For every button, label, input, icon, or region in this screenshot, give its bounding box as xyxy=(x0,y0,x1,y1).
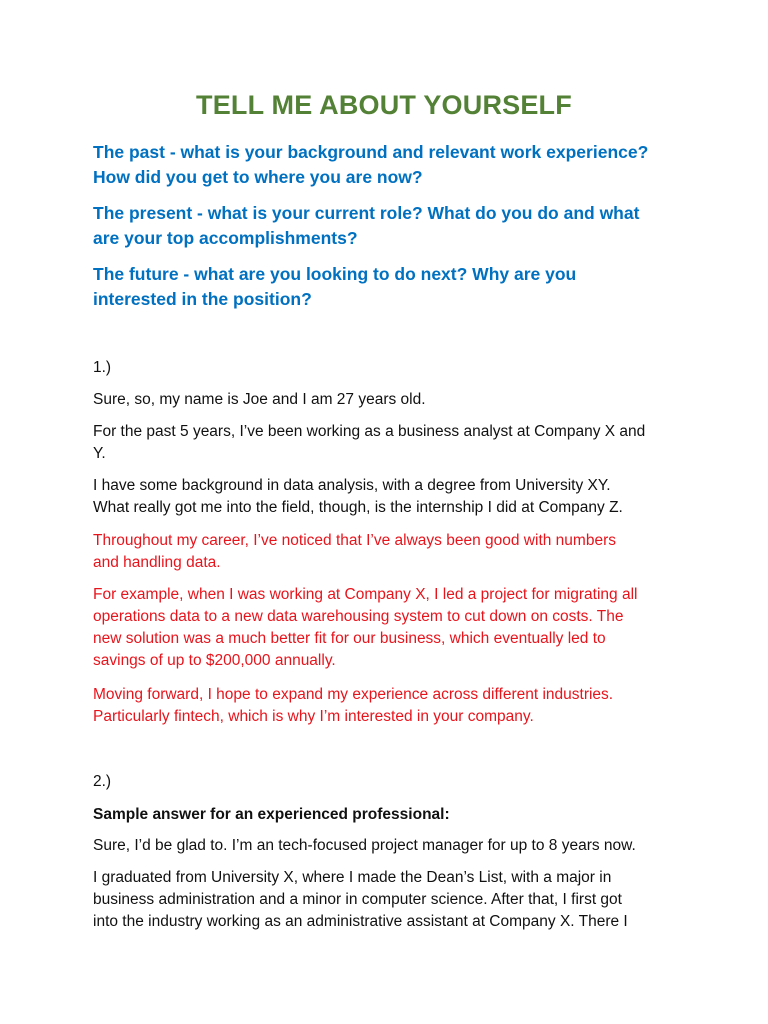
page-title: TELL ME ABOUT YOURSELF xyxy=(196,90,572,120)
answer-1-intro: Sure, so, my name is Joe and I am 27 years old. xyxy=(93,391,426,408)
answer-1-example-line-1: For example, when I was working at Company X, I led a project for migrating all xyxy=(93,586,638,603)
prompt-future-line-1: The future - what are you looking to do next? Why are you xyxy=(93,264,577,284)
answer-1-career-line-2: and handling data. xyxy=(93,554,221,571)
answer-2-grad-line-3: into the industry working as an administrative assistant at Company X. There I xyxy=(93,913,628,930)
answer-1-past-line-1: For the past 5 years, I’ve been working as a business analyst at Company X and xyxy=(93,423,646,440)
answer-1-example-line-2: operations data to a new data warehousing system to cut down on costs. The xyxy=(93,608,624,625)
answer-1-number: 1.) xyxy=(93,359,112,376)
answer-2-grad-line-2: business administration and a minor in computer science. After that, I first got xyxy=(93,891,622,908)
prompt-present-line-2: are your top accomplishments? xyxy=(93,228,358,248)
answer-1-example-line-3: new solution was a much better fit for our business, which eventually led to xyxy=(93,630,606,647)
answer-2-intro: Sure, I’d be glad to. I’m an tech-focused project manager for up to 8 years now. xyxy=(93,837,636,854)
answer-1-forward-line-2: Particularly fintech, which is why I’m interested in your company. xyxy=(93,708,534,725)
prompt-future-line-2: interested in the position? xyxy=(93,289,312,309)
answer-1-background-line-2: What really got me into the field, though, is the internship I did at Company Z. xyxy=(93,499,623,516)
answer-1-background-line-1: I have some background in data analysis, with a degree from University XY. xyxy=(93,477,611,494)
prompt-past-line-1: The past - what is your background and relevant work experience? xyxy=(93,142,649,162)
answer-1-forward-line-1: Moving forward, I hope to expand my experience across different industries. xyxy=(93,686,614,703)
answer-2-number: 2.) xyxy=(93,773,112,790)
answer-2-heading: Sample answer for an experienced professional: xyxy=(93,806,450,823)
answer-1-career-line-1: Throughout my career, I’ve noticed that I’ve always been good with numbers xyxy=(93,532,616,549)
prompt-present-line-1: The present - what is your current role? What do you do and what xyxy=(93,203,640,223)
answer-2-grad-line-1: I graduated from University X, where I made the Dean’s List, with a major in xyxy=(93,869,612,886)
answer-1-example-line-4: savings of up to $200,000 annually. xyxy=(93,652,336,669)
answer-1-past-line-2: Y. xyxy=(93,445,106,462)
prompt-past-line-2: How did you get to where you are now? xyxy=(93,167,423,187)
